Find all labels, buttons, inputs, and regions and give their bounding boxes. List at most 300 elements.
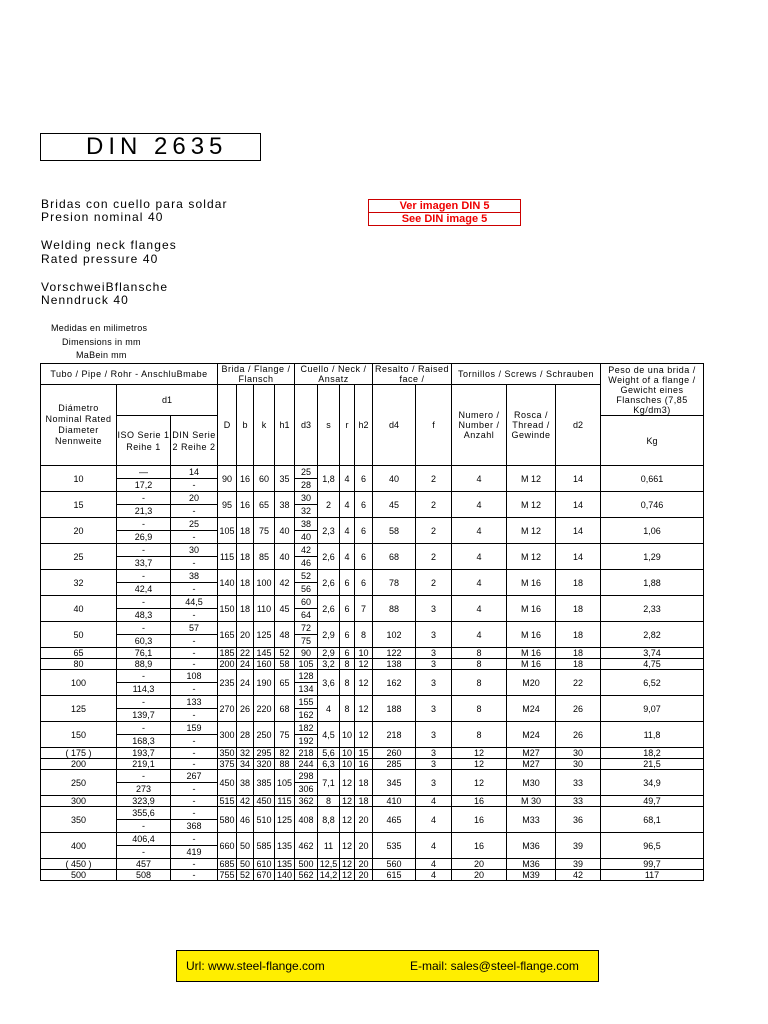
d2-cell: 18 xyxy=(556,659,601,670)
d3-cell: 72 xyxy=(295,622,318,635)
s-cell: 4 xyxy=(318,696,340,722)
h2-cell: 12 xyxy=(355,722,373,748)
h2-cell: 20 xyxy=(355,859,373,870)
table-row xyxy=(41,759,704,770)
h2-cell: 8 xyxy=(355,622,373,648)
d-cell: 660 xyxy=(218,833,237,859)
h2-cell: 12 xyxy=(355,696,373,722)
s-cell: 2 xyxy=(318,492,340,518)
din-series-cell: 57 xyxy=(171,622,218,635)
thread-cell: M30 xyxy=(507,770,556,796)
f-cell: 3 xyxy=(416,759,452,770)
email-link[interactable]: E-mail: sales@steel-flange.com xyxy=(410,959,579,973)
header-d1: d1 xyxy=(117,385,218,416)
iso-series-cell: 76,1 xyxy=(117,648,171,659)
d4-cell: 138 xyxy=(373,659,416,670)
h1-cell: 38 xyxy=(275,492,295,518)
thread-cell: M 16 xyxy=(507,570,556,596)
d3-cell: 306 xyxy=(295,783,318,796)
nominal-diameter-cell: 10 xyxy=(41,466,117,492)
iso-series-cell: 457 xyxy=(117,859,171,870)
kg-cell: 1,88 xyxy=(601,570,704,596)
d4-cell: 535 xyxy=(373,833,416,859)
iso-series-cell: 21,3 xyxy=(117,505,171,518)
iso-series-cell: 88,9 xyxy=(117,659,171,670)
header-weight: Peso de una brida / Weight of a flange / Gewicht eines Flansches (7,85 Kg/dm3) xyxy=(601,364,704,416)
din-series-cell: - xyxy=(171,505,218,518)
din-series-cell: 14 xyxy=(171,466,218,479)
table-row xyxy=(41,870,704,881)
f-cell: 2 xyxy=(416,466,452,492)
r-cell: 4 xyxy=(340,492,355,518)
intro-english-2: Rated pressure 40 xyxy=(41,252,159,266)
h2-cell: 6 xyxy=(355,492,373,518)
b-cell: 38 xyxy=(237,770,254,796)
d2-cell: 18 xyxy=(556,622,601,648)
d3-cell: 52 xyxy=(295,570,318,583)
d4-cell: 68 xyxy=(373,544,416,570)
num-cell: 8 xyxy=(452,659,507,670)
table-row xyxy=(41,807,704,820)
din-series-cell: 44,5 xyxy=(171,596,218,609)
header-screws: Tornillos / Screws / Schrauben xyxy=(452,364,601,385)
intro-german-2: Nenndruck 40 xyxy=(41,293,129,307)
nominal-diameter-cell: 150 xyxy=(41,722,117,748)
d-cell: 165 xyxy=(218,622,237,648)
nominal-diameter-cell: 400 xyxy=(41,833,117,859)
b-cell: 18 xyxy=(237,596,254,622)
k-cell: 100 xyxy=(254,570,275,596)
d2-cell: 39 xyxy=(556,859,601,870)
iso-series-cell: 17,2 xyxy=(117,479,171,492)
h2-cell: 16 xyxy=(355,759,373,770)
nominal-diameter-cell: 300 xyxy=(41,796,117,807)
num-cell: 4 xyxy=(452,518,507,544)
d2-cell: 18 xyxy=(556,570,601,596)
d4-cell: 78 xyxy=(373,570,416,596)
thread-cell: M33 xyxy=(507,807,556,833)
h2-cell: 6 xyxy=(355,518,373,544)
thread-cell: M 30 xyxy=(507,796,556,807)
b-cell: 52 xyxy=(237,870,254,881)
s-cell: 12,5 xyxy=(318,859,340,870)
s-cell: 7,1 xyxy=(318,770,340,796)
header-weight-unit: Kg xyxy=(601,416,704,466)
r-cell: 6 xyxy=(340,648,355,659)
f-cell: 4 xyxy=(416,807,452,833)
thread-cell: M24 xyxy=(507,696,556,722)
d3-cell: 408 xyxy=(295,807,318,833)
table-row xyxy=(41,570,704,583)
b-cell: 28 xyxy=(237,722,254,748)
header-r: r xyxy=(340,385,355,466)
iso-series-cell: - xyxy=(117,722,171,735)
header-d2: d2 xyxy=(556,385,601,466)
f-cell: 3 xyxy=(416,648,452,659)
d-cell: 755 xyxy=(219,870,235,880)
d2-cell: 22 xyxy=(556,670,601,696)
kg-cell: 117 xyxy=(601,870,704,881)
table-row xyxy=(41,722,704,735)
nominal-diameter-cell: ( 450 ) xyxy=(41,859,117,870)
kg-cell: 96,5 xyxy=(601,833,704,859)
header-f: f xyxy=(416,385,452,466)
r-cell: 6 xyxy=(340,622,355,648)
header-pipe: Tubo / Pipe / Rohr - AnschluBmabe xyxy=(41,364,218,385)
k-cell: 450 xyxy=(254,796,275,807)
b-cell: 26 xyxy=(237,696,254,722)
k-cell: 60 xyxy=(254,466,275,492)
k-cell: 75 xyxy=(254,518,275,544)
d3-cell: 28 xyxy=(295,479,318,492)
iso-series-cell: 26,9 xyxy=(117,531,171,544)
d3-cell: 56 xyxy=(295,583,318,596)
kg-cell: 2,33 xyxy=(601,596,704,622)
d2-cell: 30 xyxy=(556,759,601,770)
iso-series-cell: - xyxy=(117,518,171,531)
d2-cell: 14 xyxy=(556,544,601,570)
h1-cell: 75 xyxy=(275,722,295,748)
iso-series-cell: 193,7 xyxy=(117,748,171,759)
din-series-cell: 30 xyxy=(171,544,218,557)
thread-cell: M 16 xyxy=(507,648,556,659)
h1-cell: 45 xyxy=(275,596,295,622)
iso-series-cell: 273 xyxy=(117,783,171,796)
num-cell: 4 xyxy=(452,570,507,596)
d4-cell: 285 xyxy=(373,759,416,770)
image-link-spanish[interactable]: Ver imagen DIN 5 xyxy=(369,200,520,213)
r-cell: 12 xyxy=(340,833,355,859)
num-cell: 8 xyxy=(452,696,507,722)
num-cell: 4 xyxy=(452,466,507,492)
nominal-diameter-cell: 80 xyxy=(41,659,117,670)
header-iso-series: ISO Serie 1 Reihe 1 xyxy=(117,416,171,466)
din-series-cell: - xyxy=(171,783,218,796)
k-cell: 295 xyxy=(254,748,275,759)
d4-cell: 345 xyxy=(373,770,416,796)
r-cell: 10 xyxy=(340,748,355,759)
f-cell: 4 xyxy=(416,870,452,881)
d4-cell: 410 xyxy=(373,796,416,807)
d-cell: 140 xyxy=(218,570,237,596)
b-cell: 42 xyxy=(237,796,254,807)
d2-cell: 26 xyxy=(556,696,601,722)
d3-cell: 64 xyxy=(295,609,318,622)
din-series-cell: 267 xyxy=(171,770,218,783)
dimensions-table xyxy=(40,363,704,881)
thread-cell: M 16 xyxy=(507,622,556,648)
thread-cell: M20 xyxy=(507,670,556,696)
din-series-cell: 108 xyxy=(171,670,218,683)
din-series-cell: 133 xyxy=(171,696,218,709)
table-row xyxy=(41,770,704,783)
kg-cell: 68,1 xyxy=(601,807,704,833)
din-series-cell: - xyxy=(171,748,218,759)
h1-cell: 115 xyxy=(275,796,295,807)
r-cell: 12 xyxy=(340,870,355,881)
table-row xyxy=(41,696,704,709)
kg-cell: 6,52 xyxy=(601,670,704,696)
h1-cell: 135 xyxy=(275,859,295,870)
d3-cell: 218 xyxy=(295,748,318,759)
f-cell: 3 xyxy=(416,722,452,748)
h1-cell: 68 xyxy=(275,696,295,722)
b-cell: 18 xyxy=(237,570,254,596)
iso-series-cell: 60,3 xyxy=(117,635,171,648)
h2-cell: 7 xyxy=(355,596,373,622)
num-cell: 4 xyxy=(452,492,507,518)
k-cell: 220 xyxy=(254,696,275,722)
iso-series-cell: 114,3 xyxy=(117,683,171,696)
h1-cell: 48 xyxy=(275,622,295,648)
num-cell: 16 xyxy=(452,796,507,807)
nominal-diameter-cell: 20 xyxy=(41,518,117,544)
h2-cell: 18 xyxy=(355,796,373,807)
thread-cell: M 16 xyxy=(507,659,556,670)
s-cell: 5,6 xyxy=(318,748,340,759)
header-raised-face: Resalto / Raised face / xyxy=(373,364,452,385)
b-cell: 34 xyxy=(237,759,254,770)
table-body xyxy=(41,364,704,881)
thread-cell: M36 xyxy=(507,859,556,870)
f-cell: 2 xyxy=(416,492,452,518)
r-cell: 4 xyxy=(340,466,355,492)
d4-cell: 560 xyxy=(373,859,416,870)
d3-cell: 298 xyxy=(295,770,318,783)
f-cell: 3 xyxy=(416,696,452,722)
thread-cell: M27 xyxy=(507,748,556,759)
kg-cell: 49,7 xyxy=(601,796,704,807)
header-neck: Cuello / Neck / Ansatz xyxy=(295,364,373,385)
d2-cell: 14 xyxy=(556,466,601,492)
k-cell: 585 xyxy=(254,833,275,859)
din-series-cell: - xyxy=(171,833,218,846)
table-row xyxy=(41,833,704,846)
header-h2: h2 xyxy=(355,385,373,466)
iso-series-cell: 406,4 xyxy=(117,833,171,846)
header-nominal-diameter: Diámetro Nominal Rated Diameter Nennweite xyxy=(41,385,117,466)
iso-series-cell: - xyxy=(117,820,171,833)
iso-series-cell: 168,3 xyxy=(117,735,171,748)
table-row xyxy=(41,859,704,870)
r-cell: 12 xyxy=(340,770,355,796)
h2-cell: 20 xyxy=(355,833,373,859)
b-cell: 16 xyxy=(237,492,254,518)
h1-cell: 140 xyxy=(275,870,295,881)
b-cell: 24 xyxy=(237,659,254,670)
s-cell: 2,9 xyxy=(318,648,340,659)
iso-series-cell: - xyxy=(117,492,171,505)
intro-spanish-2: Presion nominal 40 xyxy=(41,210,164,224)
b-cell: 50 xyxy=(237,859,254,870)
k-cell: 190 xyxy=(254,670,275,696)
d3-cell: 128 xyxy=(295,670,318,683)
kg-cell: 0,746 xyxy=(601,492,704,518)
iso-series-cell: 48,3 xyxy=(117,609,171,622)
f-cell: 3 xyxy=(416,770,452,796)
d-cell: 685 xyxy=(219,859,235,869)
d-cell: 235 xyxy=(218,670,237,696)
din-series-cell: 25 xyxy=(171,518,218,531)
d4-cell: 465 xyxy=(373,807,416,833)
kg-cell: 18,2 xyxy=(601,748,704,759)
h2-cell: 6 xyxy=(355,570,373,596)
din-series-cell: - xyxy=(171,648,218,659)
header-thread: Rosca / Thread / Gewinde xyxy=(507,385,556,466)
d3-cell: 162 xyxy=(295,709,318,722)
num-cell: 12 xyxy=(452,770,507,796)
document-title: DIN 2635 xyxy=(40,133,261,161)
s-cell: 11 xyxy=(318,833,340,859)
nominal-diameter-cell: 65 xyxy=(41,648,117,659)
kg-cell: 4,75 xyxy=(601,659,704,670)
b-cell: 46 xyxy=(237,807,254,833)
thread-cell: M36 xyxy=(507,833,556,859)
kg-cell: 0,661 xyxy=(601,466,704,492)
iso-series-cell: 42,4 xyxy=(117,583,171,596)
din-series-cell: - xyxy=(171,807,218,820)
b-cell: 16 xyxy=(237,466,254,492)
s-cell: 4,5 xyxy=(318,722,340,748)
b-cell: 18 xyxy=(237,544,254,570)
table-row xyxy=(41,492,704,505)
d2-cell: 14 xyxy=(556,518,601,544)
din-series-cell: 38 xyxy=(171,570,218,583)
d2-cell: 30 xyxy=(556,748,601,759)
iso-series-cell: - xyxy=(117,696,171,709)
h1-cell: 135 xyxy=(275,833,295,859)
k-cell: 160 xyxy=(254,659,275,670)
units-spanish: Medidas en milimetros xyxy=(51,323,148,333)
iso-series-cell: 219,1 xyxy=(117,759,171,770)
table-row xyxy=(41,796,704,807)
nominal-diameter-cell: 500 xyxy=(41,870,117,881)
table-row xyxy=(41,466,704,479)
h2-cell: 10 xyxy=(355,648,373,659)
d3-cell: 32 xyxy=(295,505,318,518)
kg-cell: 21,5 xyxy=(601,759,704,770)
h2-cell: 12 xyxy=(355,670,373,696)
num-cell: 12 xyxy=(452,748,507,759)
header-d3: d3 xyxy=(295,385,318,466)
d3-cell: 30 xyxy=(295,492,318,505)
iso-series-cell: - xyxy=(117,770,171,783)
h2-cell: 6 xyxy=(355,544,373,570)
din-series-cell: - xyxy=(171,759,218,770)
k-cell: 145 xyxy=(254,648,275,659)
d3-cell: 46 xyxy=(295,557,318,570)
din-series-cell: - xyxy=(171,635,218,648)
h1-cell: 40 xyxy=(275,518,295,544)
r-cell: 8 xyxy=(340,670,355,696)
s-cell: 2,3 xyxy=(318,518,340,544)
d-cell: 95 xyxy=(218,492,237,518)
table-row xyxy=(41,518,704,531)
d3-cell: 562 xyxy=(295,870,318,881)
r-cell: 8 xyxy=(340,659,355,670)
h1-cell: 105 xyxy=(275,770,295,796)
image-link-english[interactable]: See DIN image 5 xyxy=(401,213,488,225)
kg-cell: 9,07 xyxy=(601,696,704,722)
header-row-groups xyxy=(41,364,704,385)
din-series-cell: 419 xyxy=(171,846,218,859)
h2-cell: 12 xyxy=(355,659,373,670)
f-cell: 2 xyxy=(416,544,452,570)
website-link[interactable]: Url: www.steel-flange.com xyxy=(186,959,325,973)
table-row xyxy=(41,659,704,670)
r-cell: 12 xyxy=(340,807,355,833)
f-cell: 3 xyxy=(416,622,452,648)
nominal-diameter-cell: 25 xyxy=(41,544,117,570)
din-series-cell: - xyxy=(171,796,218,807)
s-cell: 6,3 xyxy=(318,759,340,770)
nominal-diameter-cell: 15 xyxy=(41,492,117,518)
f-cell: 3 xyxy=(416,596,452,622)
d2-cell: 33 xyxy=(556,770,601,796)
d3-cell: 40 xyxy=(295,531,318,544)
h1-cell: 42 xyxy=(275,570,295,596)
units-german: MaBein mm xyxy=(76,350,127,360)
num-cell: 16 xyxy=(452,807,507,833)
num-cell: 8 xyxy=(452,722,507,748)
d2-cell: 14 xyxy=(556,492,601,518)
header-h1: h1 xyxy=(275,385,295,466)
k-cell: 320 xyxy=(254,759,275,770)
d4-cell: 615 xyxy=(373,870,416,881)
iso-series-cell: - xyxy=(117,670,171,683)
d3-cell: 155 xyxy=(295,696,318,709)
intro-english-1: Welding neck flanges xyxy=(41,238,177,252)
header-b: b xyxy=(237,385,254,466)
d4-cell: 45 xyxy=(373,492,416,518)
d4-cell: 188 xyxy=(373,696,416,722)
s-cell: 2,6 xyxy=(318,596,340,622)
f-cell: 4 xyxy=(416,833,452,859)
table-row xyxy=(41,544,704,557)
d3-cell: 38 xyxy=(295,518,318,531)
s-cell: 2,9 xyxy=(318,622,340,648)
r-cell: 6 xyxy=(340,570,355,596)
d3-cell: 182 xyxy=(295,722,318,735)
d-cell: 185 xyxy=(219,648,235,658)
b-cell: 18 xyxy=(237,518,254,544)
d3-cell: 500 xyxy=(295,859,318,870)
kg-cell: 34,9 xyxy=(601,770,704,796)
h1-cell: 88 xyxy=(275,759,295,770)
r-cell: 8 xyxy=(340,696,355,722)
d3-cell: 192 xyxy=(295,735,318,748)
table-row xyxy=(41,670,704,683)
header-flange: Brida / Flange / Flansch xyxy=(218,364,295,385)
s-cell: 8 xyxy=(318,796,340,807)
num-cell: 4 xyxy=(452,622,507,648)
d-cell: 450 xyxy=(218,770,237,796)
header-din-series: DIN Serie 2 Reihe 2 xyxy=(171,416,218,466)
h2-cell: 20 xyxy=(355,807,373,833)
iso-series-cell: - xyxy=(117,544,171,557)
s-cell: 2,6 xyxy=(318,544,340,570)
f-cell: 2 xyxy=(416,570,452,596)
din-series-cell: - xyxy=(171,709,218,722)
units-english: Dimensions in mm xyxy=(62,337,141,347)
intro-german-1: VorschweiBflansche xyxy=(41,280,169,294)
din-series-cell: 20 xyxy=(171,492,218,505)
header-number: Numero / Number / Anzahl xyxy=(452,385,507,466)
d4-cell: 162 xyxy=(373,670,416,696)
d-cell: 115 xyxy=(218,544,237,570)
d3-cell: 244 xyxy=(295,759,318,770)
nominal-diameter-cell: 50 xyxy=(41,622,117,648)
